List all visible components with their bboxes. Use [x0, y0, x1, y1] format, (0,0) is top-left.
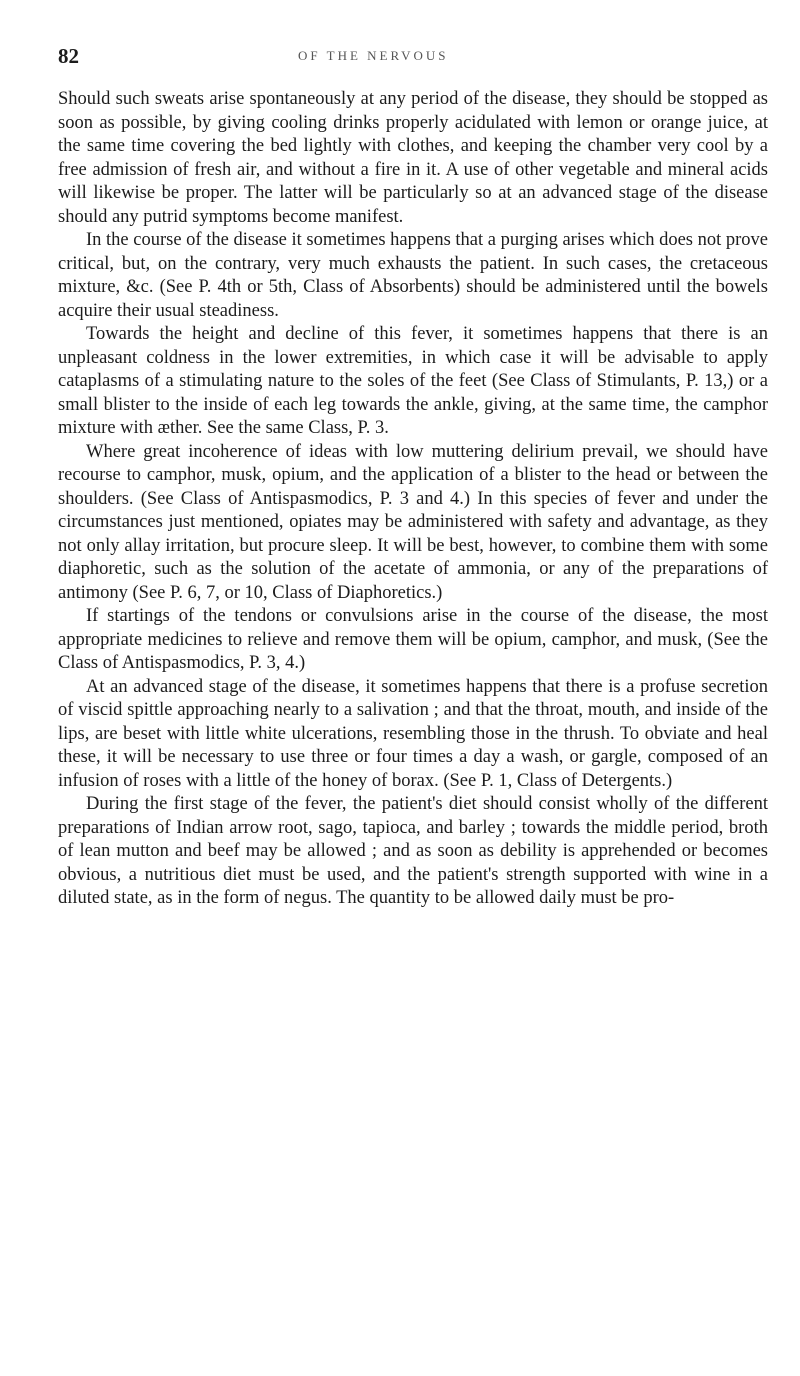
running-head: OF THE NERVOUS [298, 48, 449, 63]
paragraph: In the course of the disease it sometimes happens that a purging arises which does not prove critical, but, on the contrary, very much exhausts the patient. In such cases, the cretaceous mixture, &c. (See P. 4th or 5th, Class of Absorbents) should be administered until the bowels acquire their usual steadiness. [58, 230, 768, 321]
paragraph: At an advanced stage of the disease, it sometimes happens that there is a profuse secretion of viscid spittle approaching nearly to a salivation ; and that the throat, mouth, and inside of the lips, are beset with little white ulcerations, resembling those in the thrush. To obviate and heal these, it will be necessary to use three or four times a day a wash, or gargle, composed of an infusion of roses with a little of the honey of borax. (See P. 1, Class of Detergents.) [58, 676, 768, 791]
paragraph: If startings of the tendons or convulsions arise in the course of the disease, the most appropriate medicines to relieve and remove them will be opium, camphor, and musk, (See the Class of Antispasmodics, P. 3, 4.) [58, 606, 768, 673]
body-text [58, 88, 768, 911]
page-header [58, 44, 768, 74]
page-number: 82 [58, 44, 79, 68]
paragraph: Where great incoherence of ideas with low muttering delirium prevail, we should have recourse to camphor, musk, opium, and the application of a blister to the head or between the shoulders. (See Class of Antispasmodics, P. 3 and 4.) In this species of fever and under the circumstances just mentioned, opiates may be administered with safety and advantage, as they not only allay irritation, but procure sleep. It will be best, however, to combine them with some diaphoretic, such as the solution of the acetate of ammonia, or any of the preparations of antimony (See P. 6, 7, or 10, Class of Diaphoretics.) [58, 441, 768, 603]
paragraph: Should such sweats arise spontaneously at any period of the disease, they should be stopped as soon as possible, by giving cooling drinks properly acidulated with lemon or orange juice, at the same time covering the bed lightly with clothes, and keeping the chamber very cool by a free admission of fresh air, and without a fire in it. A use of other vegetable and mineral acids will likewise be proper. The latter will be particularly so at an advanced stage of the disease should any putrid symptoms become manifest. [58, 89, 768, 227]
paragraph: During the first stage of the fever, the patient's diet should consist wholly of the different preparations of Indian arrow root, sago, tapioca, and barley ; towards the middle period, broth of lean mutton and beef may be allowed ; and as soon as debility is apprehended or becomes obvious, a nutritious diet must be used, and the patient's strength supported with wine in a diluted state, as in the form of negus. The quantity to be allowed daily must be pro- [58, 794, 768, 908]
paragraph: Towards the height and decline of this fever, it sometimes happens that there is an unpleasant coldness in the lower extremities, in which case it will be advisable to apply cataplasms of a stimulating nature to the soles of the feet (See Class of Stimulants, P. 13,) or a small blister to the inside of each leg towards the ankle, giving, at the same time, the camphor mixture with æther. See the same Class, P. 3. [58, 324, 768, 438]
